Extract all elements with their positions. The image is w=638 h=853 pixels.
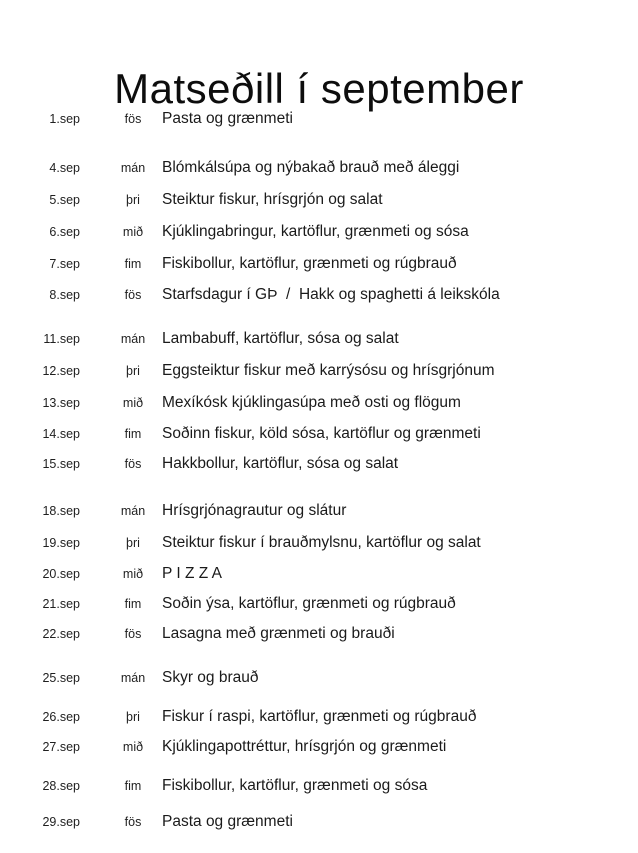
menu-date: 18.sep [42,504,80,518]
menu-meal: Hrísgrjónagrautur og slátur [162,502,347,519]
menu-date: 12.sep [42,364,80,378]
menu-row [0,222,638,242]
menu-date: 14.sep [42,427,80,441]
menu-day: mið [122,567,144,581]
menu-meal: Mexíkósk kjúklingasúpa með osti og flögum [162,394,461,411]
menu-day: fim [124,427,142,441]
menu-date: 13.sep [42,396,80,410]
menu-date: 4.sep [49,161,80,175]
menu-day: fös [124,112,142,126]
menu-row [0,285,638,305]
menu-date: 7.sep [49,257,80,271]
menu-day: þri [126,364,140,378]
menu-day: mán [120,671,146,685]
menu-meal: Fiskibollur, kartöflur, grænmeti og rúgbrauð [162,255,457,272]
menu-row [0,393,638,413]
menu-row [0,624,638,644]
menu-date: 20.sep [42,567,80,581]
menu-day: þri [126,193,140,207]
menu-row [0,776,638,796]
menu-day: fös [124,627,142,641]
page-title: Matseðill í september [114,65,524,113]
menu-date: 15.sep [42,457,80,471]
menu-meal: Kjúklingabringur, kartöflur, grænmeti og sósa [162,223,469,240]
menu-date: 1.sep [49,112,80,126]
menu-meal: Kjúklingapottréttur, hrísgrjón og grænmeti [162,738,447,755]
menu-row [0,454,638,474]
menu-date: 19.sep [42,536,80,550]
menu-meal: Soðinn fiskur, köld sósa, kartöflur og grænmeti [162,425,481,442]
menu-day: þri [126,536,140,550]
menu-date: 11.sep [43,332,80,346]
menu-meal: Eggsteiktur fiskur með karrýsósu og hrísgrjónum [162,362,495,379]
menu-row [0,533,638,553]
menu-row [0,501,638,521]
menu-date: 8.sep [49,288,80,302]
menu-meal: Fiskibollur, kartöflur, grænmeti og sósa [162,777,428,794]
menu-day: fös [124,457,142,471]
menu-meal: Pasta og grænmeti [162,110,293,127]
menu-row [0,668,638,688]
menu-date: 29.sep [42,815,80,829]
menu-row [0,190,638,210]
menu-meal: P I Z Z A [162,565,223,582]
menu-row [0,158,638,178]
menu-day: mán [120,161,146,175]
menu-day: mið [122,225,144,239]
menu-row [0,737,638,757]
menu-row [0,812,638,832]
menu-date: 5.sep [49,193,80,207]
menu-day: þri [126,710,140,724]
menu-date: 27.sep [42,740,80,754]
menu-row [0,594,638,614]
menu-date: 6.sep [49,225,80,239]
menu-meal: Steiktur fiskur í brauðmylsnu, kartöflur og salat [162,534,481,551]
menu-meal: Skyr og brauð [162,669,259,686]
menu-meal: Fiskur í raspi, kartöflur, grænmeti og rúgbrauð [162,708,477,725]
menu-meal: Starfsdagur í GÞ / Hakk og spaghetti á leikskóla [162,286,500,303]
menu-day: mán [120,332,146,346]
menu-date: 28.sep [42,779,80,793]
menu-date: 26.sep [42,710,80,724]
menu-day: mið [122,396,144,410]
menu-row [0,361,638,381]
menu-row [0,109,638,129]
menu-date: 21.sep [42,597,80,611]
menu-date: 22.sep [42,627,80,641]
menu-meal: Steiktur fiskur, hrísgrjón og salat [162,191,383,208]
menu-day: mið [122,740,144,754]
menu-day: fös [124,815,142,829]
menu-row [0,424,638,444]
menu-day: fim [124,597,142,611]
menu-day: fim [124,779,142,793]
menu-meal: Hakkbollur, kartöflur, sósa og salat [162,455,399,472]
menu-day: mán [120,504,146,518]
menu-date: 25.sep [42,671,80,685]
menu-meal: Lasagna með grænmeti og brauði [162,625,395,642]
menu-row [0,254,638,274]
menu-day: fös [124,288,142,302]
menu-meal: Blómkálsúpa og nýbakað brauð með áleggi [162,159,460,176]
menu-meal: Soðin ýsa, kartöflur, grænmeti og rúgbrauð [162,595,456,612]
menu-meal: Lambabuff, kartöflur, sósa og salat [162,330,399,347]
menu-row [0,564,638,584]
menu-day: fim [124,257,142,271]
menu-meal: Pasta og grænmeti [162,813,293,830]
menu-row [0,707,638,727]
menu-row [0,329,638,349]
